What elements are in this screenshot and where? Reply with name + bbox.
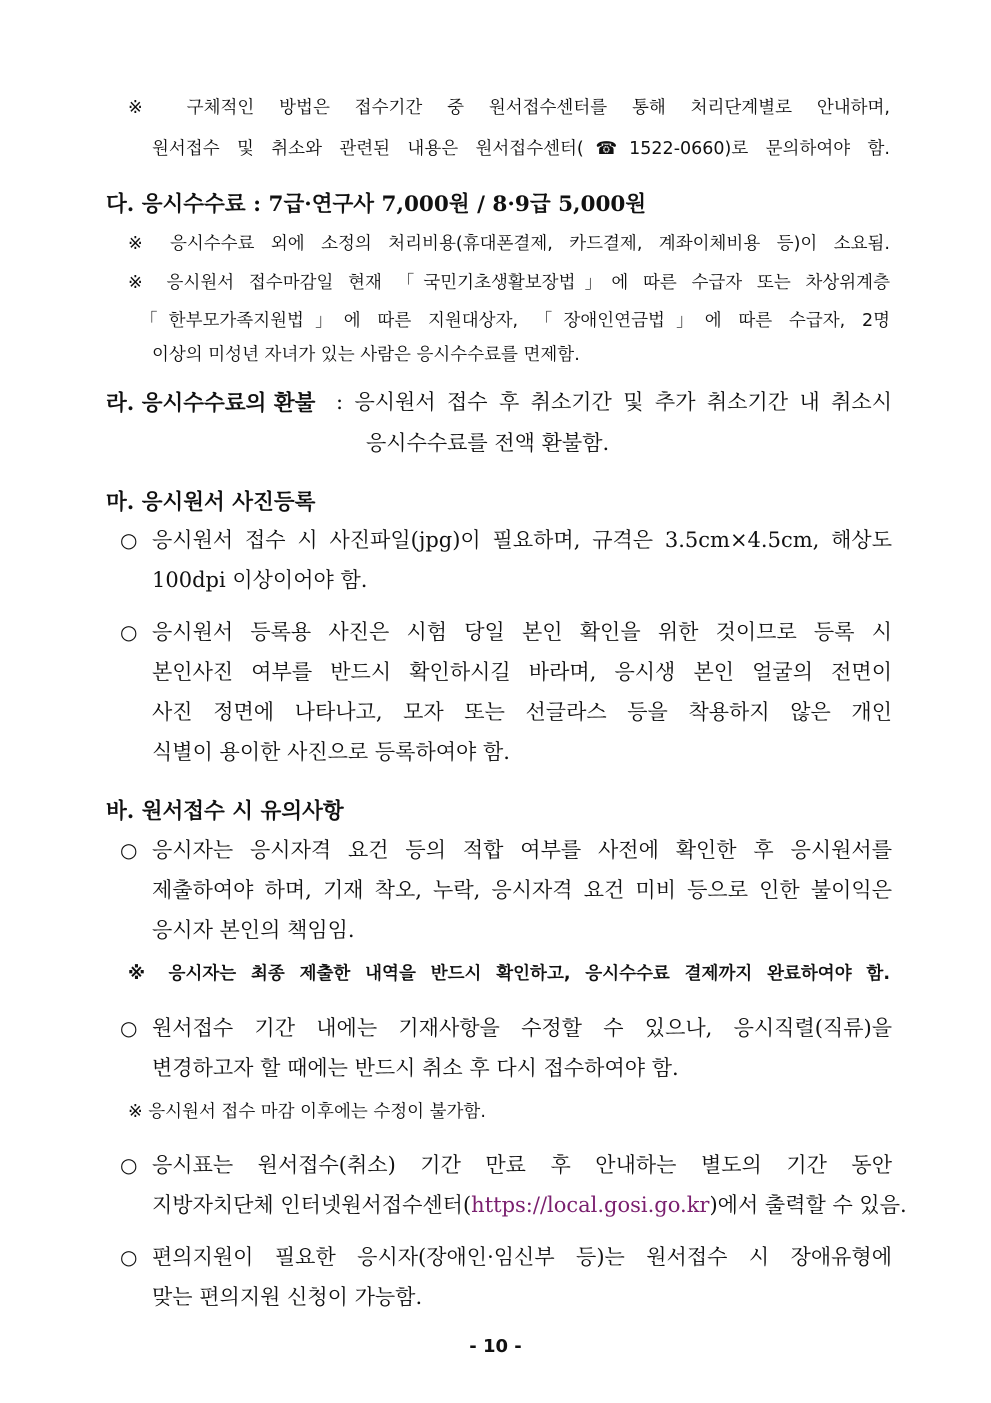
caution-item3-pre: 지방자치단체 인터넷원서접수센터( — [152, 1193, 472, 1217]
caution-item1-line3: 응시자 본인의 책임임. — [152, 918, 355, 942]
bullet-icon: ○ — [120, 1153, 138, 1177]
bullet-icon: ○ — [120, 1016, 138, 1040]
caution-item3-post: )에서 출력할 수 있음. — [709, 1193, 907, 1217]
note-confirm-payment: ※ 응시자는 최종 제출한 내역을 반드시 확인하고, 응시수수료 결제까지 완료하여야 함. — [128, 964, 890, 984]
bullet-icon: ○ — [120, 1245, 138, 1269]
note-processing-cost: ※ 응시수수료 외에 소정의 처리비용(휴대폰결제, 카드결제, 계좌이체비용 등)이 소요됨. — [128, 234, 890, 254]
note-method: ※ 구체적인 방법은 접수기간 중 원서접수센터를 통해 처리단계별로 안내하며, — [128, 98, 890, 118]
photo-item2-line3: 사진 정면에 나타나고, 모자 또는 선글라스 등을 착용하지 않은 개인 — [152, 700, 892, 724]
gosi-url-link[interactable]: https://local.gosi.go.kr — [471, 1193, 710, 1217]
bullet-icon: ○ — [120, 838, 138, 862]
heading-cautions: 바. 원서접수 시 유의사항 — [106, 799, 344, 824]
caution-item3-line1: 응시표는 원서접수(취소) 기간 만료 후 안내하는 별도의 기간 동안 — [152, 1153, 892, 1177]
refund-text-2: 응시수수료를 전액 환불함. — [366, 431, 610, 455]
caution-item1-line2: 제출하여야 하며, 기재 착오, 누락, 응시자격 요건 미비 등으로 인한 불이익은 — [152, 878, 892, 902]
note-contact: 원서접수 및 취소와 관련된 내용은 원서접수센터(☎1522-0660)로 문의하여야 함. — [152, 139, 890, 159]
refund-text-1: : 응시원서 접수 후 취소기간 및 추가 취소기간 내 취소시 — [336, 390, 892, 414]
caution-item2-line2: 변경하고자 할 때에는 반드시 취소 후 다시 접수하여야 함. — [152, 1056, 679, 1080]
note-no-edit: ※ 응시원서 접수 마감 이후에는 수정이 불가함. — [128, 1102, 486, 1122]
caution-item4-line2: 맞는 편의지원 신청이 가능함. — [152, 1285, 423, 1309]
caution-item4-line1: 편의지원이 필요한 응시자(장애인·임신부 등)는 원서접수 시 장애유형에 — [152, 1245, 892, 1269]
photo-item1-line1: 응시원서 접수 시 사진파일(jpg)이 필요하며, 규격은 3.5cm×4.5cm, 해상도 — [152, 528, 892, 552]
photo-item2-line2: 본인사진 여부를 반드시 확인하시길 바라며, 응시생 본인 얼굴의 전면이 — [152, 660, 892, 684]
bullet-icon: ○ — [120, 620, 138, 644]
page-number: - 10 - — [469, 1336, 522, 1357]
photo-item2-line1: 응시원서 등록용 사진은 시험 당일 본인 확인을 위한 것이므로 등록 시 — [152, 620, 892, 644]
note-exemption-1: ※ 응시원서 접수마감일 현재 「국민기초생활보장법」에 따른 수급자 또는 차상위계층 — [128, 273, 890, 293]
caution-item3-line2 — [152, 1189, 907, 1219]
note-exemption-3: 이상의 미성년 자녀가 있는 사람은 응시수수료를 면제함. — [152, 345, 580, 365]
heading-fee: 다. 응시수수료 : 7급·연구사 7,000원 / 8·9급 5,000원 — [106, 192, 647, 217]
heading-refund: 라. 응시수수료의 환불 — [106, 391, 316, 416]
photo-item1-line2: 100dpi 이상이어야 함. — [152, 568, 368, 592]
caution-item2-line1: 원서접수 기간 내에는 기재사항을 수정할 수 있으나, 응시직렬(직류)을 — [152, 1016, 892, 1040]
caution-item1-line1: 응시자는 응시자격 요건 등의 적합 여부를 사전에 확인한 후 응시원서를 — [152, 838, 892, 862]
bullet-icon: ○ — [120, 528, 138, 552]
note-exemption-2: 「한부모가족지원법」에 따른 지원대상자, 「장애인연금법」에 따른 수급자, 2명 — [140, 311, 890, 331]
photo-item2-line4: 식별이 용이한 사진으로 등록하여야 함. — [152, 740, 510, 764]
heading-photo: 마. 응시원서 사진등록 — [106, 490, 316, 515]
